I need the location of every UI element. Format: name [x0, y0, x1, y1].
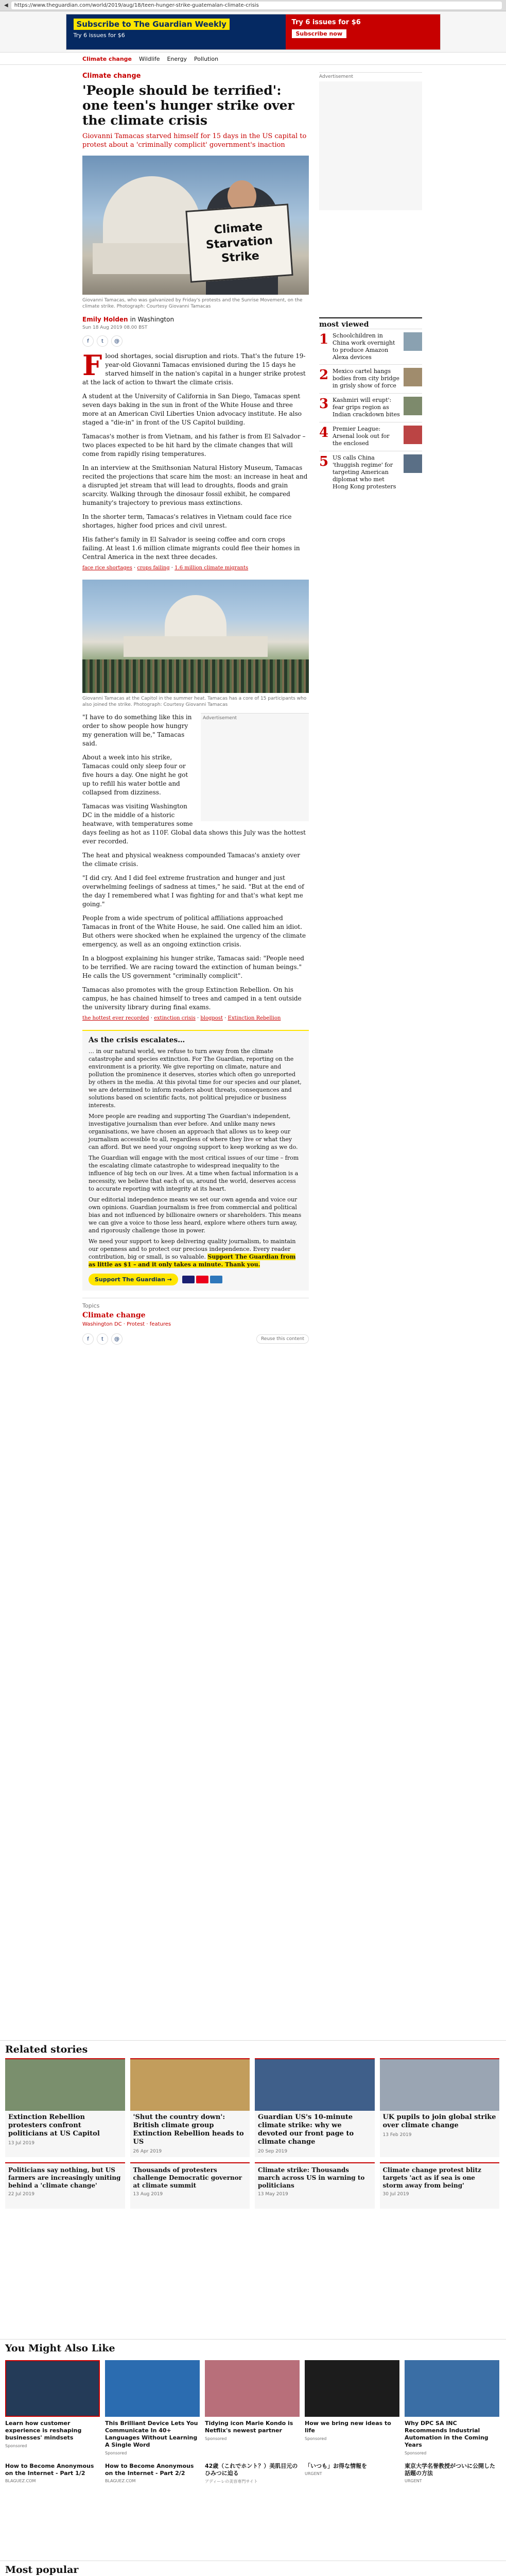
subnav-pollution[interactable]: Pollution: [194, 56, 219, 62]
reuse-content-button[interactable]: Reuse this content: [256, 1334, 309, 1344]
author-link[interactable]: Emily Holden: [82, 316, 128, 323]
article: [82, 72, 309, 1345]
payment-cards-icon: [182, 1276, 222, 1283]
contributions-epic: [82, 1030, 309, 1291]
related-card[interactable]: UK pupils to join global strike over climate change 13 Feb 2019: [380, 2058, 500, 2157]
related-stories: [0, 2040, 506, 2209]
ymal-text-link[interactable]: How to Become Anonymous on the Internet - Part 2/2 BLAGUEZ.COM: [105, 2463, 194, 2483]
related-card-small[interactable]: Politicians say nothing, but US farmers are increasingly uniting behind a 'climate change' 22 Jul 2019: [5, 2162, 125, 2209]
ymal-text-link[interactable]: 東京大学名誉教授がついに公開した話題の方法 URGENT: [405, 2463, 495, 2483]
epic-highlight: Support The Guardian from as little as $1 – and it only takes a minute. Thank you.: [89, 1253, 296, 1268]
link-crops-failing[interactable]: crops failing: [137, 565, 170, 571]
photo-dome: [165, 595, 226, 641]
sign-line-1: Climate: [214, 220, 263, 237]
topic-climate-change[interactable]: Climate change: [82, 1311, 146, 1319]
paragraph: In an interview at the Smithsonian Natural History Museum, Tamacas recited the projections that scare him the most: an increase in heat and a disrupted jet stream that will lead to droughts, floods and grain scarcity. Walking through the dinosaur fossil exhibit, he compared humanity's trajectory to previous mass extinctions.: [82, 464, 308, 506]
sidebar-advert[interactable]: [319, 81, 422, 210]
related-title: Related stories: [5, 2044, 88, 2055]
subnav-energy[interactable]: Energy: [167, 56, 187, 62]
sign-line-2: Starvation: [205, 234, 273, 252]
browser-chrome: [0, 0, 506, 11]
sidebar-ad-label: Advertisement: [319, 72, 422, 79]
inline-links: face rice shortages · crops failing · 1.6 million climate migrants: [82, 565, 249, 571]
topic-list[interactable]: Washington DC · Protest · features: [82, 1321, 171, 1327]
ymal-card[interactable]: How we bring new ideas to life Sponsored: [305, 2360, 399, 2455]
most-viewed-item[interactable]: 2 Mexico cartel hangs bodies from city bridge in grisly show of force: [319, 364, 422, 393]
twitter-share-icon[interactable]: t: [97, 1333, 108, 1345]
sign-line-3: Strike: [221, 249, 260, 265]
paragraph: The heat and physical weakness compounded Tamacas's anxiety over the climate crisis.: [82, 852, 300, 868]
ymal-card[interactable]: Learn how customer experience is reshaping businesses' mindsets Sponsored: [5, 2360, 100, 2455]
ad-title: Subscribe to The Guardian Weekly: [74, 19, 230, 30]
paragraph: In the shorter term, Tamacas's relatives in Vietnam could face rice shortages, higher food prices and civil unrest.: [82, 513, 292, 529]
ad-subtitle: Try 6 issues for $6: [73, 31, 125, 39]
article-standfirst: Giovanni Tamacas starved himself for 15 days in the US capital to protest about a 'criminally complicit' government's inaction: [82, 132, 307, 149]
epic-paragraph: … in our natural world, we refuse to turn away from the climate catastrophe and species extinction. For The Guardian, reporting on the environment is a priority. We give reporting on climate, nature and pollution the prominence it deserves, stories which often go unreported by others in the media. At this pivotal time for our species and our planet, we are determined to inform readers about threats, consequences and solutions based on scientific facts, not political prejudice or business interests.: [89, 1048, 302, 1109]
email-share-icon[interactable]: @: [111, 1333, 123, 1345]
inline-advert[interactable]: [201, 713, 309, 821]
top-advert: [0, 11, 506, 53]
ad-offer: Try 6 issues for $6: [291, 18, 361, 26]
paragraph: "I did cry. And I did feel extreme frustration and hunger and just overwhelming feelings of sadness at times," he said. "But at the end of the day I remembered what I was fighting for and that's what kept me going.": [82, 874, 304, 908]
link-climate-migrants[interactable]: 1.6 million climate migrants: [175, 565, 249, 571]
photo-building: [124, 636, 268, 657]
epic-paragraph: We need your support to keep delivering quality journalism, to maintain our openness and to protect our precious independence. Every reader contribution, big or small, is so valuable. Support The Guardian from as little as $1 – and it only takes a minute. Thank you.: [89, 1238, 296, 1268]
paragraph: Tamacas's mother is from Vietnam, and his father is from El Salvador – two places expected to be hit hard by the climate changes that will come from rapidly rising temperatures.: [82, 433, 306, 457]
paragraph: People from a wide spectrum of political affiliations approached Tamacas in front of the White House, he said. One called him an idiot. But others were shocked when he explained the urgency of the climate emergency, as well as an ongoing extinction crisis.: [82, 914, 306, 948]
topics-title: Topics: [82, 1302, 100, 1309]
most-viewed-item[interactable]: 5 US calls China 'thuggish regime' for targeting American diplomat who met Hong Kong protesters: [319, 451, 422, 494]
photo2-caption: Giovanni Tamacas at the Capitol in the summer heat. Tamacas has a core of 15 participants who also joined the strike. Photograph: Courtesy Giovanni Tamacas: [82, 696, 307, 707]
paragraph: His father's family in El Salvador is seeing coffee and corn crops failing. At least 1.6 million climate migrants could flee their homes in Central America in the next three decades.: [82, 536, 300, 561]
link-rice-shortages[interactable]: face rice shortages: [82, 565, 132, 571]
section-subnav: [0, 54, 506, 65]
reuse-row: [82, 1333, 309, 1345]
most-popular-title: Most popular: [5, 2564, 79, 2575]
protest-sign: [185, 204, 293, 283]
you-might-also-like: [0, 2339, 506, 2484]
subnav-wildlife[interactable]: Wildlife: [139, 56, 160, 62]
related-card-small[interactable]: Climate strike: Thousands march across US in warning to politicians 13 May 2019: [255, 2162, 375, 2209]
share-buttons-bottom: [82, 1333, 123, 1345]
share-buttons: [82, 335, 309, 347]
subscribe-ad[interactable]: [66, 14, 441, 50]
drop-cap: F: [82, 349, 102, 382]
capitol-protest-photo: [82, 580, 309, 693]
topics-block: [82, 1298, 309, 1327]
most-viewed-item[interactable]: 1 Schoolchildren in China work overnight to produce Amazon Alexa devices: [319, 329, 422, 364]
most-viewed-title: most viewed: [319, 317, 422, 329]
ymal-card[interactable]: This Brilliant Device Lets You Communicate In 40+ Languages Without Learning A Single Word Sponsored: [105, 2360, 200, 2455]
byline: [82, 316, 309, 323]
ymal-text-link[interactable]: 「いつも」お得な情報を URGENT: [305, 2463, 367, 2476]
ymal-card[interactable]: Why DPC SA INC Recommends Industrial Automation in the Coming Years Sponsored: [405, 2360, 499, 2455]
epic-paragraph: The Guardian will engage with the most critical issues of our time – from the escalating climate catastrophe to widespread inequality to the influence of big tech on our lives. At a time when factual information is a necessity, we believe that each of us, around the world, deserves access to accurate reporting with integrity at its heart.: [89, 1155, 299, 1192]
twitter-share-icon[interactable]: t: [97, 335, 108, 347]
epic-paragraph: Our editorial independence means we set our own agenda and voice our own opinions. Guardian journalism is free from commercial and political bias and not influenced by billionaire owners or shareholders. This means we can give a voice to those less heard, explore where others turn away, and rigorously challenge those in power.: [89, 1196, 302, 1234]
epic-heading: As the crisis escalates…: [89, 1036, 185, 1044]
right-rail: [319, 72, 422, 210]
paragraph: In a blogpost explaining his hunger strike, Tamacas said: "People need to be terrified. We are racing toward the extinction of human beings." He calls the US government "criminally complicit".: [82, 955, 304, 979]
most-popular: [0, 2561, 506, 2576]
link-extinction-crisis[interactable]: extinction crisis: [154, 1015, 196, 1021]
hero-caption: Giovanni Tamacas, who was galvanized by Friday's protests and the Sunrise Movement, on the climate strike. Photograph: Courtesy Giovanni Tamacas: [82, 298, 303, 309]
paragraph: About a week into his strike, Tamacas could only sleep four or five hours a day. One night he got up to refill his water bottle and collapsed from dizziness.: [82, 754, 188, 796]
article-headline: 'People should be terrified': one teen's hunger strike over the climate crisis: [82, 83, 294, 128]
back-icon[interactable]: ◀: [4, 3, 8, 8]
related-card-small[interactable]: Climate change protest blitz targets 'act as if sea is one storm away from being' 30 Jul 2019: [380, 2162, 500, 2209]
facebook-share-icon[interactable]: f: [82, 1333, 94, 1345]
address-bar[interactable]: https://www.theguardian.com/world/2019/aug/18/teen-hunger-strike-guatemalan-climate-crisis: [11, 2, 502, 9]
epic-paragraph: More people are reading and supporting The Guardian's independent, investigative journalism than ever before. And unlike many news organisations, we have chosen an approach that allows us to keep our journalism accessible to all, regardless of where they live or what they can afford. But we need your ongoing support to keep working as we do.: [89, 1113, 298, 1150]
most-viewed: [319, 317, 422, 494]
paragraph: A student at the University of California in San Diego, Tamacas spent seven days baking in the sun in front of the White House and three more at an American Civil Liberties Union advocacy institute. He also staged a "die-in" in front of the US Capitol building.: [82, 393, 302, 426]
publish-date: Sun 18 Aug 2019 08.00 BST: [82, 325, 148, 330]
hero-image: [82, 156, 309, 295]
paragraph: Flood shortages, social disruption and riots. That's the future 19-year-old Giovanni Tamacas envisioned during the 15 days he starved himself in the nation's capital in a hunger strike protest at the lack of action to thwart the climate crisis.: [82, 349, 306, 386]
support-button[interactable]: Support The Guardian →: [89, 1274, 178, 1285]
paragraph: Tamacas was visiting Washington DC in the middle of a historic heatwave, with temperatures some days feeling as hot as 110F. Global data shows this July was the hottest ever recorded.: [82, 803, 306, 845]
paragraph: "I have to do something like this in order to show people how hungry my generation will be," Tamacas said.: [82, 714, 192, 747]
photo-crowd: [82, 659, 309, 693]
email-share-icon[interactable]: @: [111, 335, 123, 347]
link-blogpost[interactable]: blogpost: [200, 1015, 223, 1021]
subnav-climate[interactable]: Climate change: [82, 56, 132, 62]
ymal-text-link[interactable]: How to Become Anonymous on the Internet - Part 1/2 BLAGUEZ.COM: [5, 2463, 94, 2483]
ad-cta-button[interactable]: Subscribe now: [292, 29, 347, 38]
ymal-title: You Might Also Like: [5, 2343, 115, 2354]
ymal-card[interactable]: Tidying icon Marie Kondo is Netflix's newest partner Sponsored: [205, 2360, 300, 2455]
related-card[interactable]: 'Shut the country down': British climate group Extinction Rebellion heads to US 26 Apr 2019: [130, 2058, 250, 2157]
facebook-share-icon[interactable]: f: [82, 335, 94, 347]
ymal-text-link[interactable]: 42歳（これでホント？）美肌目元のひみつに迫る アディーレの美容専門サイト: [205, 2463, 298, 2484]
byline-location: in Washington: [130, 316, 175, 323]
article-kicker[interactable]: Climate change: [82, 72, 141, 80]
most-viewed-item[interactable]: 4 Premier League: Arsenal look out for the enclosed: [319, 422, 422, 451]
related-card-small[interactable]: Thousands of protesters challenge Democratic governor at climate summit 13 Aug 2019: [130, 2162, 250, 2209]
related-card[interactable]: Extinction Rebellion protesters confront politicians at US Capitol 13 Jul 2019: [5, 2058, 125, 2157]
link-extinction-rebellion[interactable]: Extinction Rebellion: [228, 1015, 281, 1021]
inline-ad-label: Advertisement: [203, 716, 237, 721]
paragraph: Tamacas also promotes with the group Extinction Rebellion. On his campus, he has chained himself to trees and camped in a tent outside the university library during final exams.: [82, 986, 302, 1011]
link-hottest[interactable]: the hottest ever recorded: [82, 1015, 149, 1021]
inline-links-2: the hottest ever recorded · extinction crisis · blogpost · Extinction Rebellion: [82, 1015, 281, 1021]
most-viewed-item[interactable]: 3 Kashmiri will erupt': fear grips region as Indian crackdown bites: [319, 393, 422, 422]
article-body: [82, 349, 309, 1023]
related-card[interactable]: Guardian US's 10-minute climate strike: why we devoted our front page to climate change 20 Sep 2019: [255, 2058, 375, 2157]
